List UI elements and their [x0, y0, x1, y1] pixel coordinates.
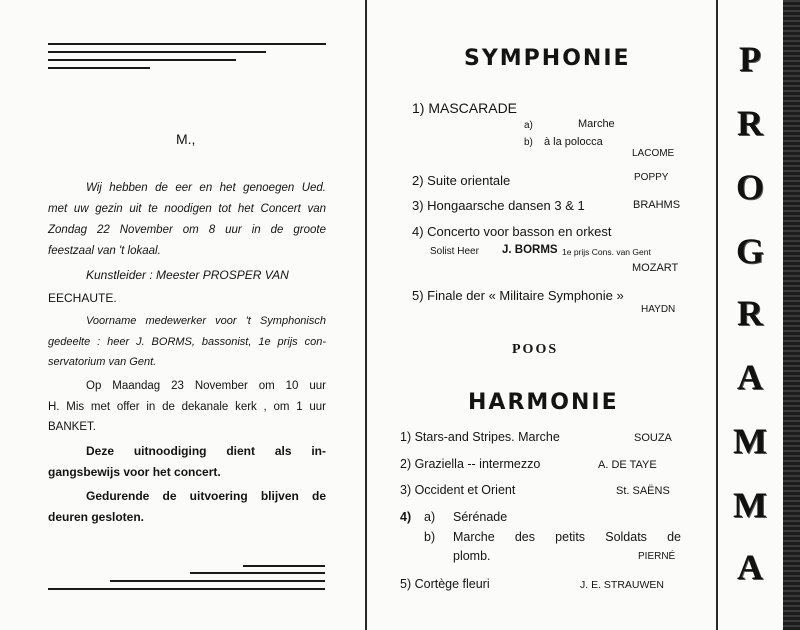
decorative-rule	[48, 67, 150, 69]
decorative-rule	[110, 580, 325, 582]
programme-panel	[368, 0, 718, 630]
entry-notice: gangsbewijs voor het concert.	[48, 465, 221, 479]
closed-doors-notice: deuren gesloten.	[48, 510, 145, 524]
soloist-name: J. BORMS	[502, 244, 558, 256]
title-letter: R	[737, 103, 763, 143]
sub-item-text: Marche	[578, 118, 615, 130]
collaborator-line: servatorium van Gent.	[48, 356, 157, 368]
title-letter: P	[739, 39, 761, 79]
composer: LACOME	[632, 148, 675, 159]
invitation-line: Wij hebben de eer en het genoegen Ued.	[86, 182, 326, 194]
mass-line: H. Mis met offer in de dekanale kerk , om 1 uur	[48, 401, 326, 413]
title-letter: R	[737, 293, 763, 333]
composer: MOZART	[632, 262, 679, 274]
programme-item-label: 1) MASCARADE	[412, 100, 518, 116]
invitation-line: met uw gezin uit te noodigen tot het Concert van	[48, 203, 326, 215]
collaborator-line: Voorname medewerker voor 't Symphonisch	[86, 315, 326, 327]
title-letter: O	[735, 167, 764, 207]
conductor-line: EECHAUTE.	[48, 291, 117, 305]
title-letter: M	[733, 485, 767, 525]
decorative-rule	[48, 59, 236, 61]
sub-item-text: Sérénade	[453, 510, 508, 524]
sub-item-marker: b)	[524, 137, 533, 148]
programme-item-label: 4) Concerto voor basson en orkest	[412, 224, 612, 239]
programme-item-label: 2) Graziella -- intermezzo	[400, 457, 541, 471]
composer: St. SAËNS	[616, 485, 670, 497]
pause-heading: POOS	[512, 342, 559, 357]
soloist-prize: 1e prijs Cons. van Gent	[562, 247, 651, 257]
mass-line: BANKET.	[48, 421, 96, 433]
title-panel	[718, 0, 800, 630]
composer: SOUZA	[634, 432, 672, 444]
sub-item-text: plomb.	[453, 549, 491, 563]
conductor-line: Kunstleider : Meester PROSPER VAN	[86, 268, 289, 282]
sub-item-text: à la polocca	[544, 136, 603, 148]
decorative-rule	[190, 572, 325, 574]
salutation: M.,	[176, 131, 196, 147]
programme-item-label: 2) Suite orientale	[412, 173, 511, 188]
invitation-line: feestzaal van 't lokaal.	[48, 245, 161, 257]
title-letter: A	[737, 547, 763, 587]
entry-notice: Deze uitnoodiging dient als in-	[86, 444, 326, 458]
symphonie-heading: SYMPHONIE	[464, 46, 631, 71]
decorative-rule	[48, 51, 266, 53]
closed-doors-notice: Gedurende de uitvoering blijven de	[86, 489, 326, 503]
title-letter: M	[733, 421, 767, 461]
decorative-rule	[243, 565, 325, 567]
sub-item-marker: a)	[524, 120, 533, 131]
collaborator-line: gedeelte : heer J. BORMS, bassonist, 1e prijs con-	[48, 336, 326, 348]
decorative-rule	[48, 43, 326, 45]
invitation-line: Zondag 22 November om 8 uur in de groote	[48, 224, 326, 236]
title-letter: A	[737, 357, 763, 397]
programme-item-label: 3) Hongaarsche dansen 3 & 1	[412, 198, 585, 213]
programme-item-label: 5) Cortège fleuri	[400, 577, 490, 591]
composer: A. DE TAYE	[598, 459, 657, 471]
composer: HAYDN	[641, 304, 676, 315]
sub-item-marker: a)	[424, 510, 436, 524]
decorative-rule	[48, 588, 325, 590]
composer: J. E. STRAUWEN	[580, 579, 665, 591]
programme-item-label: 3) Occident et Orient	[400, 483, 516, 497]
composer: POPPY	[634, 172, 669, 183]
sub-item-text: Marche des petits Soldats de	[453, 530, 681, 544]
sub-item-marker: b)	[424, 530, 436, 544]
mass-line: Op Maandag 23 November om 10 uur	[86, 380, 326, 392]
composer: BRAHMS	[633, 199, 681, 211]
programme-item-label: 4)	[400, 510, 412, 524]
composer: PIERNÉ	[638, 551, 676, 562]
shaded-edge-band	[783, 0, 800, 630]
programme-item-label: 5) Finale der « Militaire Symphonie »	[412, 288, 624, 303]
harmonie-heading: HARMONIE	[468, 390, 619, 415]
invitation-panel	[0, 0, 367, 630]
soloist-label: Solist Heer	[430, 246, 479, 257]
programme-item-label: 1) Stars-and Stripes. Marche	[400, 430, 560, 444]
title-letter: G	[735, 231, 764, 271]
